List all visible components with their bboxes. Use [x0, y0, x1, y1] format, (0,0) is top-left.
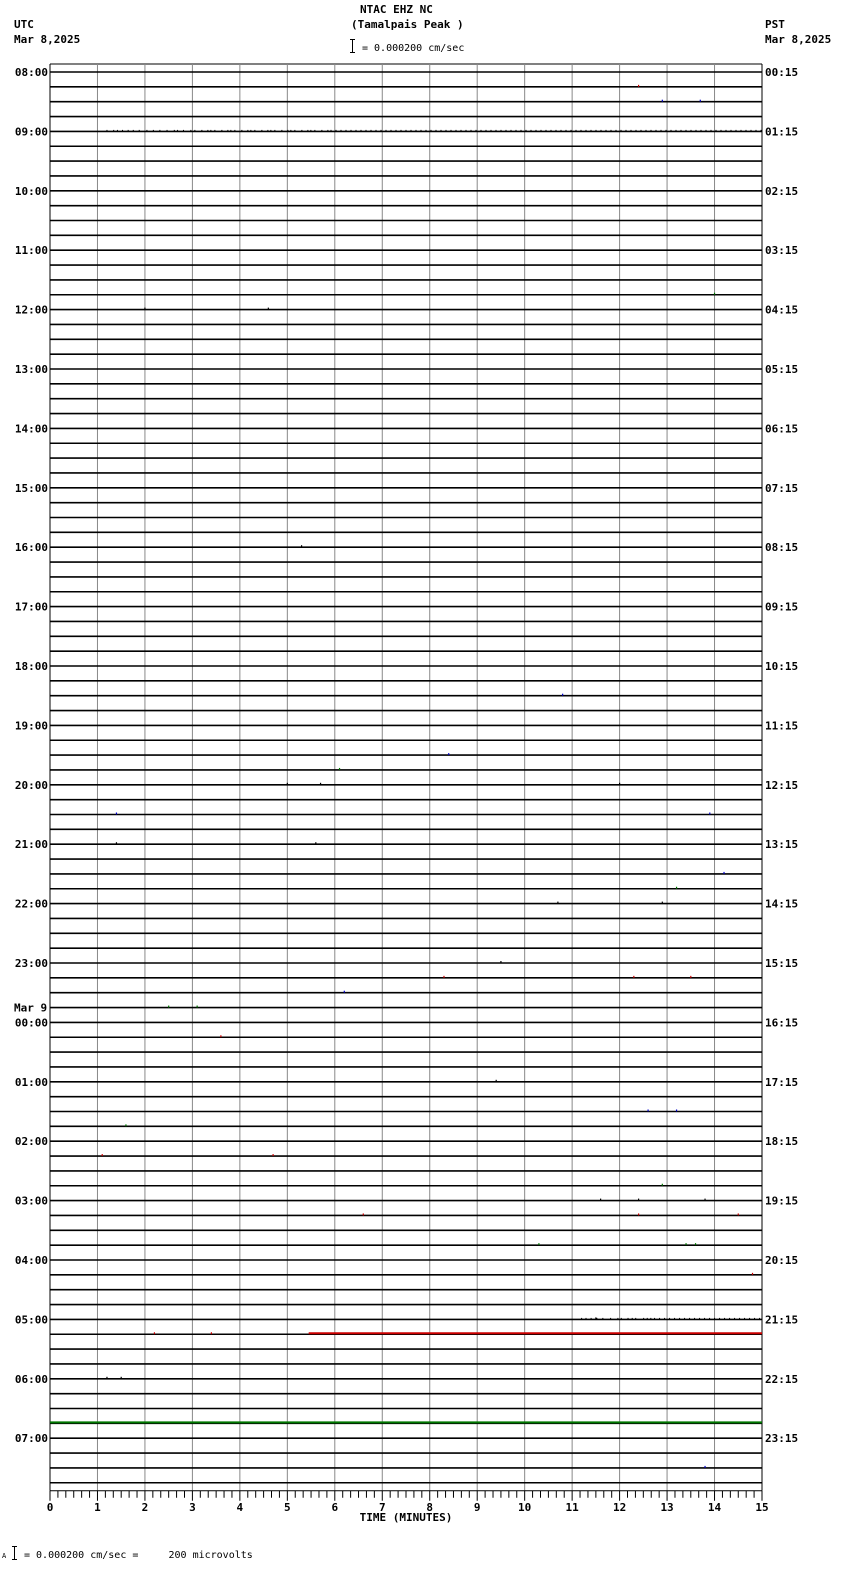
pst-hour-label: 09:15	[765, 600, 799, 614]
x-tick-label: 5	[284, 1500, 291, 1514]
pst-hour-label: 18:15	[765, 1135, 799, 1149]
utc-hour-label: 08:00	[14, 66, 48, 79]
pst-hour-label: 10:15	[765, 660, 799, 673]
utc-hour-label: 02:00	[14, 1135, 48, 1149]
pst-hour-label: 00:15	[765, 66, 799, 79]
x-tick-label: 7	[378, 1500, 386, 1514]
utc-hour-label: 00:00	[14, 1016, 48, 1030]
site-name: (Tamalpais Peak )	[351, 18, 464, 31]
scale-label: = 0.000200 cm/sec	[362, 43, 465, 54]
pst-hour-label: 22:15	[765, 1372, 799, 1386]
pst-hour-label: 14:15	[765, 897, 799, 911]
x-axis-title: TIME (MINUTES)	[359, 1510, 453, 1524]
pst-hour-label: 08:15	[765, 541, 799, 555]
utc-hour-label: 17:00	[14, 600, 48, 614]
pst-hour-label: 17:15	[765, 1075, 799, 1089]
x-tick-label: 4	[236, 1500, 244, 1514]
utc-hour-label: 10:00	[14, 184, 48, 198]
footer-prefix: A	[2, 1552, 7, 1560]
x-tick-label: 12	[612, 1500, 627, 1514]
utc-hour-label: 20:00	[14, 778, 48, 792]
utc-hour-label: 12:00	[14, 303, 48, 317]
footer-scale-label: = 0.000200 cm/sec = 200 microvolts	[24, 1550, 253, 1561]
pst-hour-label: 16:15	[765, 1016, 799, 1030]
x-tick-label: 2	[141, 1500, 149, 1514]
pst-hour-label: 21:15	[765, 1313, 799, 1327]
pst-hour-label: 23:15	[765, 1432, 799, 1446]
utc-hour-label: 14:00	[14, 422, 48, 436]
utc-hour-label: 23:00	[14, 957, 48, 970]
utc-hour-label: 09:00	[14, 125, 48, 139]
utc-hour-label: 03:00	[14, 1194, 48, 1208]
pst-hour-label: 12:15	[765, 778, 799, 792]
utc-hour-label: 15:00	[14, 481, 48, 495]
pst-hour-label: 20:15	[765, 1254, 799, 1267]
x-tick-label: 14	[707, 1500, 722, 1514]
pst-hour-label: 05:15	[765, 363, 799, 376]
utc-hour-label: 16:00	[14, 541, 48, 555]
utc-hour-label: 13:00	[14, 363, 48, 376]
station-title: NTAC EHZ NC	[360, 3, 433, 16]
utc-hour-label: 22:00	[14, 897, 48, 911]
footer-scale-bar-icon	[14, 1546, 15, 1560]
left-timezone: UTC	[14, 18, 34, 31]
right-timezone: PST	[765, 18, 785, 31]
date-change-label: Mar 9	[14, 1001, 48, 1015]
pst-hour-label: 06:15	[765, 422, 799, 436]
x-tick-label: 11	[565, 1500, 579, 1514]
x-tick-label: 0	[46, 1500, 54, 1514]
pst-hour-label: 03:15	[765, 244, 799, 258]
pst-hour-label: 15:15	[765, 957, 799, 970]
utc-hour-label: 06:00	[14, 1372, 48, 1386]
utc-hour-label: 01:00	[14, 1075, 48, 1089]
right-date: Mar 8,2025	[765, 33, 832, 46]
pst-hour-label: 01:15	[765, 125, 799, 139]
pst-hour-label: 13:15	[765, 838, 799, 852]
x-tick-label: 10	[518, 1500, 532, 1514]
utc-hour-label: 04:00	[14, 1254, 48, 1267]
x-tick-label: 6	[331, 1500, 339, 1514]
x-tick-label: 8	[426, 1500, 434, 1514]
utc-hour-label: 11:00	[14, 244, 48, 258]
utc-hour-label: 18:00	[14, 660, 48, 673]
pst-hour-label: 11:15	[765, 719, 799, 733]
pst-hour-label: 02:15	[765, 184, 799, 198]
pst-hour-label: 07:15	[765, 481, 799, 495]
left-date: Mar 8,2025	[14, 33, 81, 46]
x-tick-label: 1	[94, 1500, 101, 1514]
utc-hour-label: 07:00	[14, 1432, 48, 1446]
pst-hour-label: 19:15	[765, 1194, 799, 1208]
utc-hour-label: 05:00	[14, 1313, 48, 1327]
x-tick-label: 9	[473, 1500, 481, 1514]
x-tick-label: 15	[755, 1500, 769, 1514]
x-tick-label: 13	[660, 1500, 674, 1514]
pst-hour-label: 04:15	[765, 303, 799, 317]
utc-hour-label: 21:00	[14, 838, 48, 852]
x-tick-label: 3	[189, 1500, 196, 1514]
utc-hour-label: 19:00	[14, 719, 48, 733]
